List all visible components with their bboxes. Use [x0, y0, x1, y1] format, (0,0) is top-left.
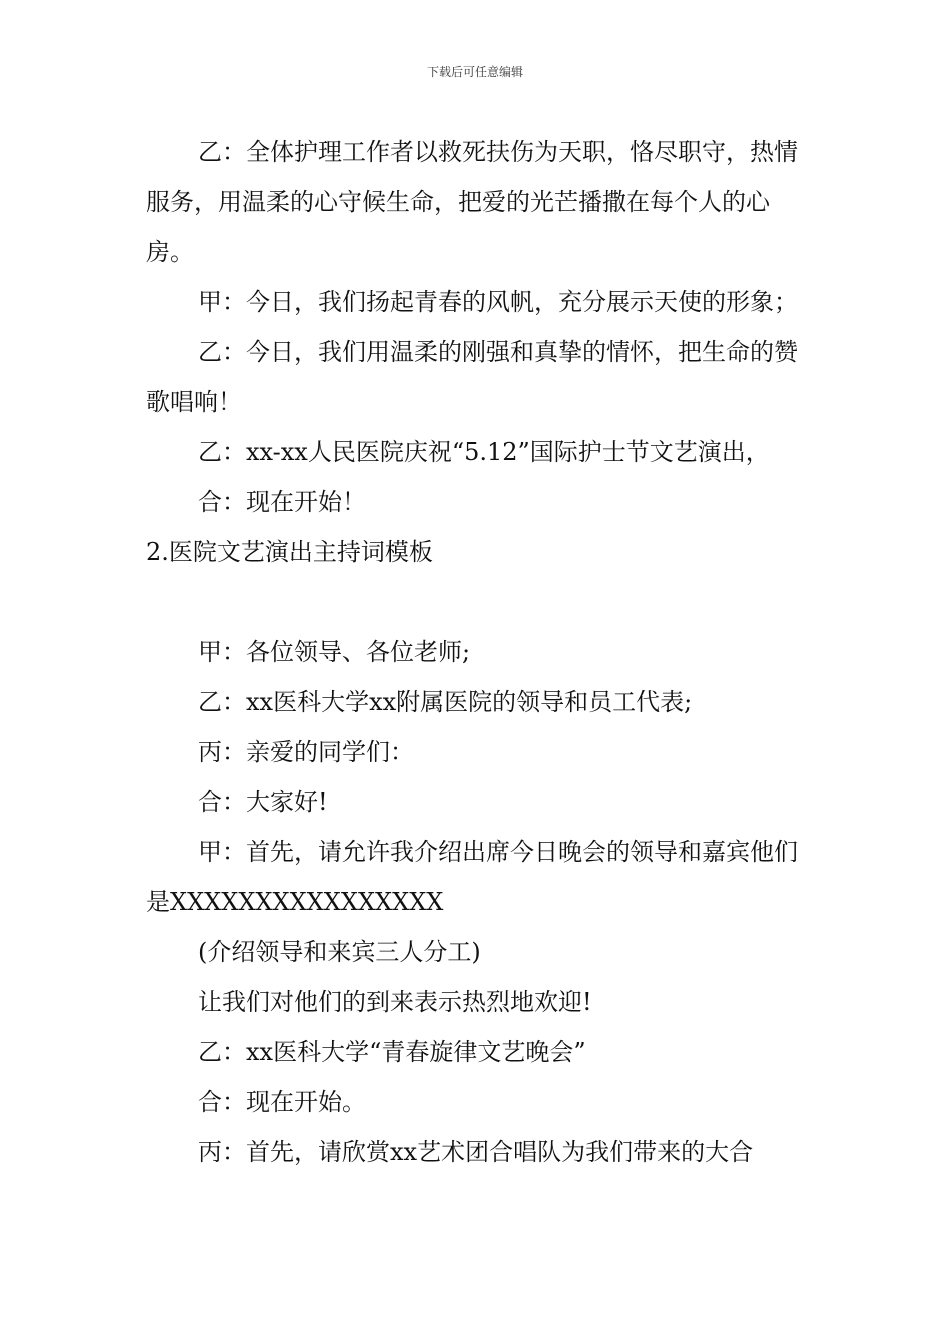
paragraph: 乙：今日，我们用温柔的刚强和真挚的情怀，把生命的赞歌唱响！: [146, 338, 798, 416]
page-header-note: 下载后可任意编辑: [426, 65, 523, 79]
paragraph: (介绍领导和来宾三人分工): [198, 938, 481, 966]
paragraph: 乙：全体护理工作者以救死扶伤为天职，恪尽职守，热情服务，用温柔的心守候生命，把爱的光芒播撒在每个人的心房。: [146, 138, 798, 266]
paragraph: 丙：首先，请欣赏xx艺术团合唱队为我们带来的大合: [198, 1138, 754, 1166]
paragraph: 让我们对他们的到来表示热烈地欢迎!: [198, 988, 592, 1016]
paragraph: 乙：xx-xx人民医院庆祝“5.12”国际护士节文艺演出，: [198, 438, 770, 466]
paragraph: 合：现在开始。: [198, 1088, 366, 1116]
paragraph: 甲：首先，请允许我介绍出席今日晚会的领导和嘉宾他们是XXXXXXXXXXXXXXXX: [146, 838, 798, 916]
paragraph: 丙：亲爱的同学们：: [198, 738, 414, 766]
paragraph: 乙：xx医科大学xx附属医院的领导和员工代表;: [198, 688, 693, 716]
document-body: [146, 127, 816, 1177]
blank-line: [146, 577, 816, 627]
paragraph: 合：大家好!: [198, 788, 328, 816]
paragraph: 甲：今日，我们扬起青春的风帆，充分展示天使的形象；: [198, 288, 798, 316]
paragraph: 合：现在开始！: [198, 488, 366, 516]
paragraph: 乙：xx医科大学“青春旋律文艺晚会”: [198, 1038, 586, 1066]
paragraph: 甲：各位领导、各位老师;: [198, 638, 471, 666]
section-title: 2.医院文艺演出主持词模板: [146, 538, 433, 566]
